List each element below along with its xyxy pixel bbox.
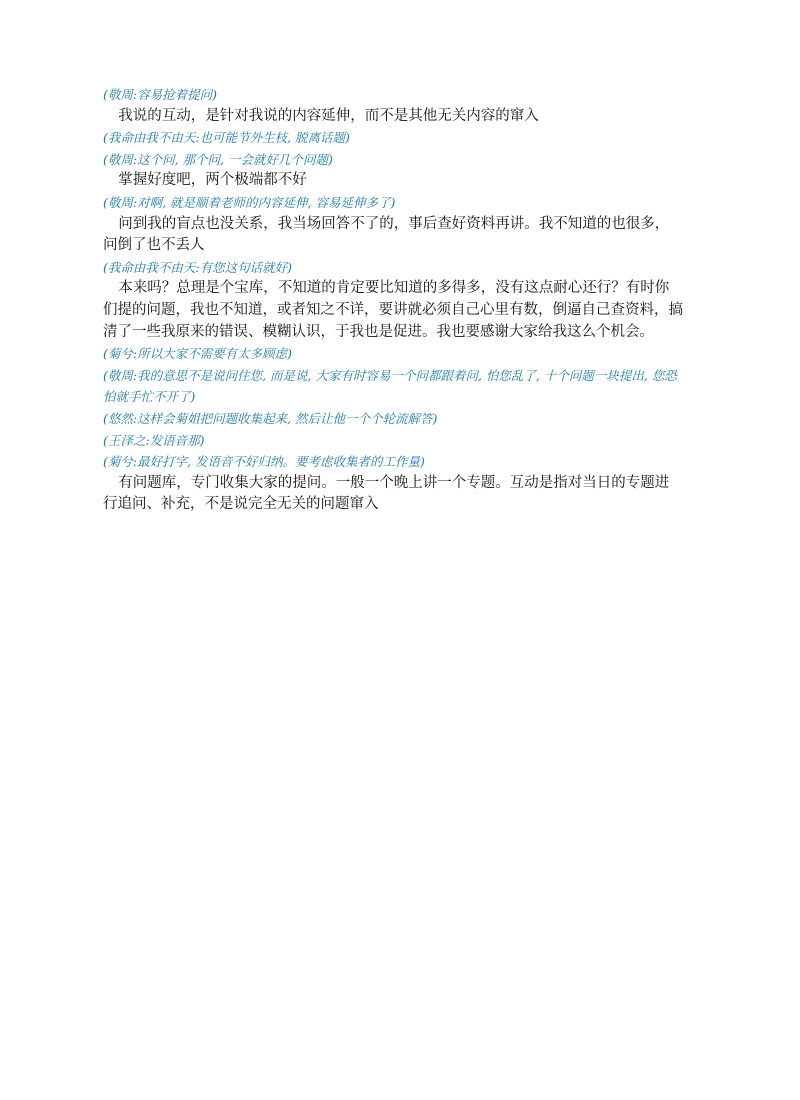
- paragraph: 我说的互动，是针对我说的内容延伸，而不是其他无关内容的窜入: [118, 107, 539, 124]
- paragraph: 问到我的盲点也没关系，我当场回答不了的，事后查好资料再讲。我不知道的也很多，问倒了也不丢人: [103, 215, 670, 254]
- paragraph: 掌握好度吧，两个极端都不好: [118, 172, 307, 189]
- comment-line: (悠然:这样会菊姐把问题收集起来, 然后让他一个个轮流解答): [103, 410, 438, 426]
- comment-line: (敬周:对啊, 就是顺着老师的内容延伸, 容易延伸多了): [103, 194, 396, 210]
- comment-line: (菊兮:所以大家不需要有太多顾虑): [103, 346, 292, 362]
- comment-line: (菊兮:最好打字, 发语音不好归纳。要考虑收集者的工作量): [103, 454, 425, 470]
- comment-line: (敬周:容易抢着提问): [103, 87, 217, 102]
- comment-line: (我命由我不由天:有您这句话就好): [103, 259, 292, 275]
- comment-line: (我命由我不由天:也可能节外生枝, 脱离话题): [103, 130, 350, 146]
- paragraph: 本来吗？总理是个宝库，不知道的肯定要比知道的多得多，没有这点耐心还行？有时你们提的问题，我也不知道，或者知之不详，要讲就必须自己心里有数，倒逼自己查资料，搞清了一些我原来的错误、模糊认识，于我也是促进。我也要感谢大家给我这么个机会。: [103, 280, 683, 340]
- comment-line: (敬周:我的意思不是说问住您, 而是说, 大家有时容易一个问都跟着问, 怕您乱了, 十个问题一块提出, 您恐怕就手忙不开了): [103, 367, 677, 405]
- document-body: [103, 84, 683, 516]
- comment-line: (敬周:这个问, 那个问, 一会就好几个问题): [103, 151, 333, 167]
- comment-line: (王泽之:发语音那): [103, 432, 205, 448]
- paragraph: 有问题库，专门收集大家的提问。一般一个晚上讲一个专题。互动是指对当日的专题进行追问、补充，不是说完全无关的问题窜入: [103, 474, 670, 513]
